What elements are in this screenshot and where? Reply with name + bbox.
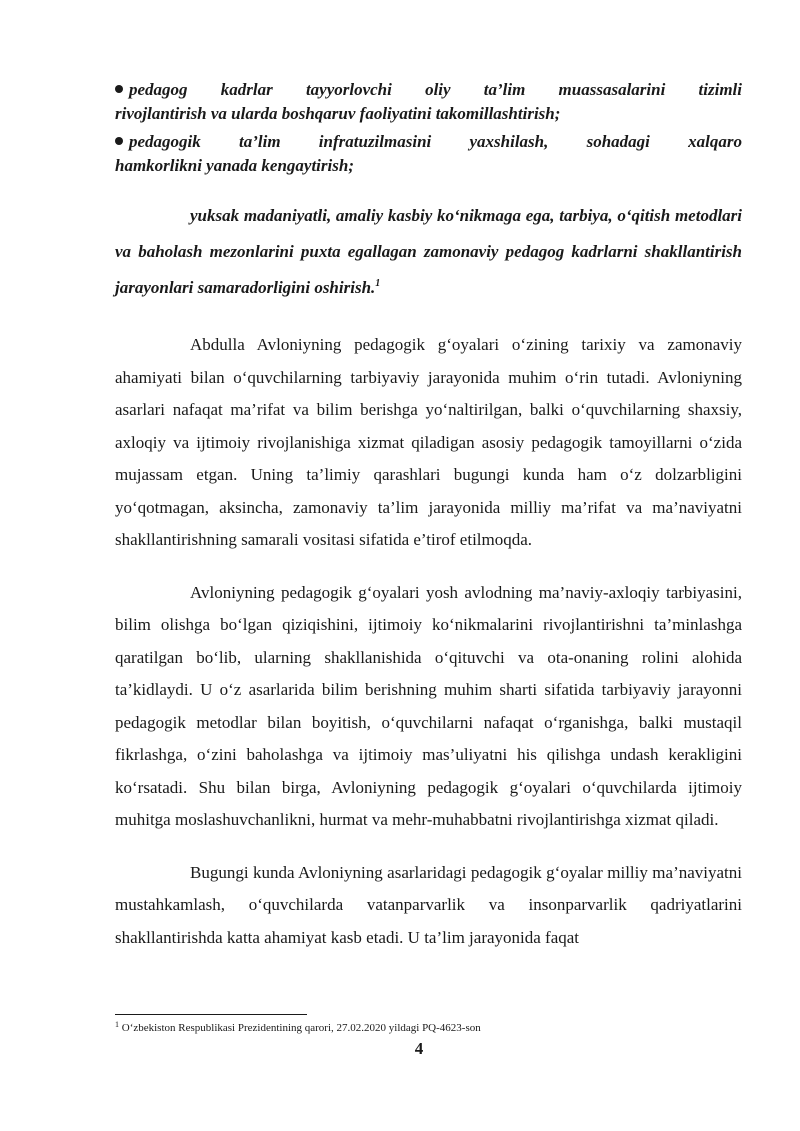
emphasis-paragraph <box>115 198 742 306</box>
bullet-dot-icon <box>115 85 123 93</box>
footnote <box>115 1022 481 1034</box>
footnote-reference[interactable]: 1 <box>375 278 381 289</box>
document-body <box>115 60 742 954</box>
footnote-number: 1 <box>115 1020 119 1029</box>
footnote-divider <box>115 1014 307 1015</box>
body-paragraph: Abdulla Avloniyning pedagogik g‘oyalari o‘zining tarixiy va zamonaviy ahamiyati bilan o‘quvchilarning tarbiyaviy jarayonida muhim o‘rin tutadi. Avloniyning asarlari nafaqat ma’rifat va bilim berishga yo‘naltirilgan, balki o‘quvchilarning shaxsiy, axloqiy va ijtimoiy rivojlanishiga xizmat qiladigan asosiy pedagogik tamoyillarni o‘zida mujassam etgan. Uning ta’limiy qarashlari bugungi kunda ham o‘z dolzarbligini yo‘qotmagan, aksincha, zamonaviy ta’lim jarayonida milliy ma’rifat va ma’naviyatni shakllantirishning samarali vositasi sifatida e’tirof etilmoqda. <box>115 335 742 549</box>
bullet-text-continued: hamkorlikni yanada kengaytirish; <box>115 156 354 175</box>
bullet-text: pedagog kadrlar tayyorlovchi oliy ta’lim muassasalarini tizimli <box>129 80 742 99</box>
body-paragraph: Bugungi kunda Avloniyning asarlaridagi pedagogik g‘oyalar milliy ma’naviyatni mustahkamlash, o‘quvchilarda vatanparvarlik va insonparvarlik qadriyatlarini shakllantirishda katta ahamiyat kasb etadi. U ta’lim jarayonida faqat <box>115 862 742 947</box>
page-number: 4 <box>414 1039 424 1058</box>
bullet-item <box>115 130 742 178</box>
bullet-item <box>115 78 742 126</box>
body-paragraph: Avloniyning pedagogik g‘oyalari yosh avlodning ma’naviy-axloqiy tarbiyasini, bilim olishga bo‘lgan qiziqishini, ijtimoiy ko‘nikmalarini rivojlantirishni ta’minlashga qaratilgan bo‘lib, ularning shakllanishida o‘qituvchi va ota-onaning rolini alohida ta’kidlaydi. U o‘z asarlarida bilim berishning muhim sharti sifatida tarbiyaviy jarayonni pedagogik metodlar bilan boyitish, o‘quvchilarni nafaqat o‘rganishga, balki mustaqil fikrlashga, o‘zini baholashga va ijtimoiy mas’uliyatni his qilishga undash kerakligini ko‘rsatadi. Shu bilan birga, Avloniyning pedagogik g‘oyalari o‘quvchilarda ijtimoiy muhitga moslashuvchanlikni, hurmat va mehr-muhabbatni rivojlantirishga xizmat qiladi. <box>115 582 742 829</box>
footnote-text: O‘zbekiston Respublikasi Prezidentining qarori, 27.02.2020 yildagi PQ-4623-son <box>121 1022 481 1034</box>
bullet-text: pedagogik ta’lim infratuzilmasini yaxshilash, sohadagi xalqaro <box>129 132 742 151</box>
emphasis-text: yuksak madaniyatli, amaliy kasbiy ko‘nikmaga ega, tarbiya, o‘qitish metodlari va baholash mezonlarini puxta egallagan zamonaviy pedagog kadrlarni shakllantirish jarayonlari samaradorligini oshirish. <box>115 206 742 297</box>
bullet-dot-icon <box>115 137 123 145</box>
bullet-text-continued: rivojlantirish va ularda boshqaruv faoliyatini takomillashtirish; <box>115 104 561 123</box>
